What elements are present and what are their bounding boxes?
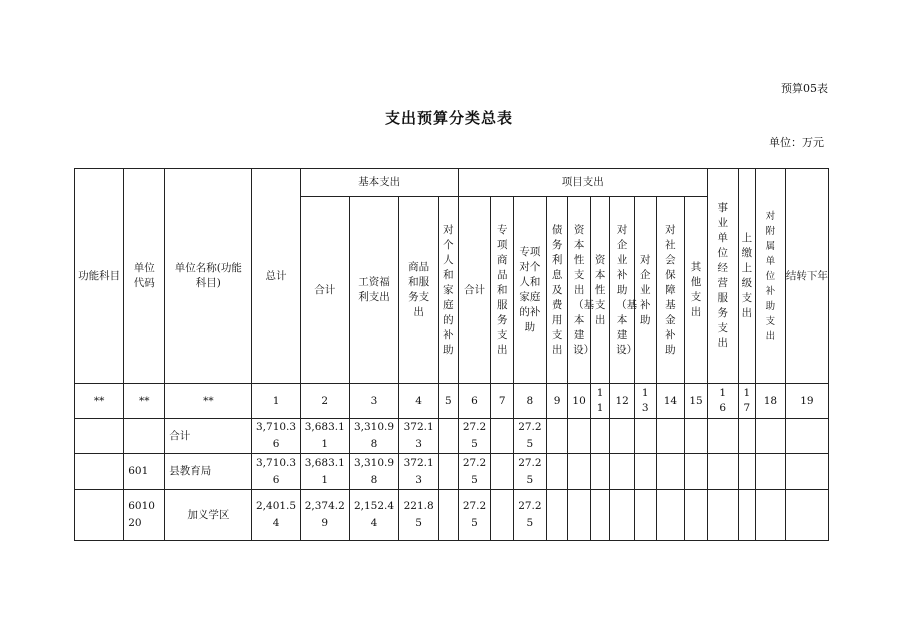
index-cell: 10 — [568, 384, 591, 419]
cell-wages: 3,310.98 — [349, 419, 398, 454]
cell-empty — [685, 454, 708, 490]
index-cell: 17 — [738, 384, 755, 419]
header-basic-total: 合计 — [300, 197, 349, 384]
index-cell: 8 — [513, 384, 546, 419]
index-cell: 12 — [610, 384, 635, 419]
header-total: 总计 — [252, 169, 300, 384]
index-cell: 3 — [349, 384, 398, 419]
cell-empty — [568, 419, 591, 454]
index-cell: 11 — [590, 384, 609, 419]
cell-personal — [439, 419, 458, 454]
cell-empty — [707, 419, 738, 454]
cell-empty — [656, 419, 685, 454]
index-cell: 1 — [252, 384, 300, 419]
cell-empty — [685, 490, 708, 541]
index-cell: 14 — [656, 384, 685, 419]
cell-empty — [785, 490, 828, 541]
index-cell: 4 — [399, 384, 439, 419]
header-goods: 商品和服务支出 — [399, 197, 439, 384]
cell-empty — [590, 490, 609, 541]
index-cell: 19 — [785, 384, 828, 419]
header-personal: 对个人和家庭的补助 — [439, 197, 458, 384]
cell-proj-personal: 27.25 — [513, 419, 546, 454]
header-capital-basic: 资本性支出（基本建设） — [568, 197, 591, 384]
cell-empty — [707, 454, 738, 490]
cell-empty — [756, 490, 786, 541]
header-enterprise-basic: 对企业补助（基本建设） — [610, 197, 635, 384]
header-social: 对社会保障基金补助 — [656, 197, 685, 384]
cell-code: 601 — [124, 454, 165, 490]
header-capital: 资本性支出 — [590, 197, 609, 384]
cell-empty — [568, 490, 591, 541]
header-unit-name: 单位名称(功能科目) — [165, 169, 252, 384]
cell-empty — [707, 490, 738, 541]
header-proj-goods: 专项商品和服务支出 — [491, 197, 514, 384]
header-other: 其他支出 — [685, 197, 708, 384]
budget-table — [74, 168, 829, 541]
cell-goods: 372.13 — [399, 454, 439, 490]
cell-name: 县教育局 — [165, 454, 252, 490]
cell-empty — [546, 490, 568, 541]
cell-personal — [439, 454, 458, 490]
cell-empty — [634, 490, 656, 541]
header-proj-personal: 专项对个人和家庭的补助 — [513, 197, 546, 384]
cell-total: 3,710.36 — [252, 454, 300, 490]
index-cell: 15 — [685, 384, 708, 419]
cell-total: 2,401.54 — [252, 490, 300, 541]
table-row — [75, 490, 829, 541]
cell-empty — [656, 490, 685, 541]
header-unit-code: 单位代码 — [124, 169, 165, 384]
header-wages: 工资福利支出 — [349, 197, 398, 384]
index-cell: ** — [124, 384, 165, 419]
header-project: 项目支出 — [458, 169, 707, 197]
cell-empty — [756, 454, 786, 490]
cell-proj-personal: 27.25 — [513, 490, 546, 541]
cell-empty — [756, 419, 786, 454]
header-debt: 债务利息及费用支出 — [546, 197, 568, 384]
cell-empty — [590, 419, 609, 454]
cell-empty — [685, 419, 708, 454]
cell-total: 3,710.36 — [252, 419, 300, 454]
table-row — [75, 454, 829, 490]
cell-proj-goods — [491, 419, 514, 454]
cell-goods: 372.13 — [399, 419, 439, 454]
header-enterprise: 对企业补助 — [634, 197, 656, 384]
header-subsidiary: 对附属单位补助支出 — [756, 169, 786, 384]
cell-empty — [546, 454, 568, 490]
cell-func — [75, 490, 124, 541]
index-cell: 5 — [439, 384, 458, 419]
cell-func — [75, 454, 124, 490]
index-cell: 7 — [491, 384, 514, 419]
cell-goods: 221.85 — [399, 490, 439, 541]
header-basic: 基本支出 — [300, 169, 458, 197]
index-cell: 16 — [707, 384, 738, 419]
index-cell: 18 — [756, 384, 786, 419]
cell-proj-personal: 27.25 — [513, 454, 546, 490]
page-title: 支出预算分类总表 — [384, 109, 513, 127]
cell-basic-total: 2,374.29 — [300, 490, 349, 541]
cell-empty — [610, 490, 635, 541]
header-business: 事业单位经营服务支出 — [707, 169, 738, 384]
cell-empty — [610, 419, 635, 454]
cell-empty — [738, 454, 755, 490]
cell-func — [75, 419, 124, 454]
cell-proj-total: 27.25 — [458, 490, 491, 541]
cell-empty — [634, 454, 656, 490]
cell-empty — [785, 454, 828, 490]
cell-code: 601020 — [124, 490, 165, 541]
cell-empty — [634, 419, 656, 454]
cell-empty — [738, 419, 755, 454]
cell-empty — [546, 419, 568, 454]
cell-wages: 2,152.44 — [349, 490, 398, 541]
unit-label: 单位：万元 — [769, 136, 824, 149]
index-row — [75, 384, 829, 419]
index-cell: 13 — [634, 384, 656, 419]
cell-proj-goods — [491, 454, 514, 490]
header-func-subject: 功能科目 — [75, 169, 124, 384]
cell-personal — [439, 490, 458, 541]
cell-proj-total: 27.25 — [458, 454, 491, 490]
cell-empty — [590, 454, 609, 490]
header-carryover: 结转下年 — [785, 169, 828, 384]
cell-proj-goods — [491, 490, 514, 541]
cell-empty — [610, 454, 635, 490]
index-cell: 2 — [300, 384, 349, 419]
index-cell: ** — [165, 384, 252, 419]
cell-name: 合计 — [165, 419, 252, 454]
index-cell: 9 — [546, 384, 568, 419]
cell-empty — [568, 454, 591, 490]
index-cell: ** — [75, 384, 124, 419]
form-number: 预算05表 — [781, 82, 828, 95]
cell-basic-total: 3,683.11 — [300, 454, 349, 490]
cell-proj-total: 27.25 — [458, 419, 491, 454]
table-row — [75, 419, 829, 454]
cell-code — [124, 419, 165, 454]
header-upper: 上缴上级支出 — [738, 169, 755, 384]
cell-empty — [656, 454, 685, 490]
cell-name: 加义学区 — [165, 490, 252, 541]
cell-basic-total: 3,683.11 — [300, 419, 349, 454]
cell-wages: 3,310.98 — [349, 454, 398, 490]
cell-empty — [738, 490, 755, 541]
cell-empty — [785, 419, 828, 454]
index-cell: 6 — [458, 384, 491, 419]
header-proj-total: 合计 — [458, 197, 491, 384]
